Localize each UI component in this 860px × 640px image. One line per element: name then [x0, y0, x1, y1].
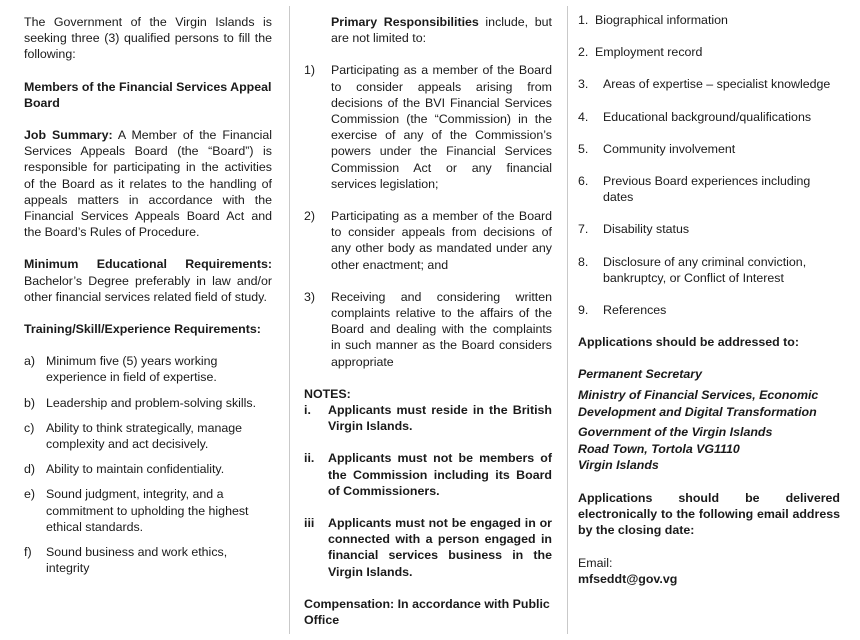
list-item — [304, 289, 552, 370]
list-marker: 5. — [578, 141, 589, 156]
note-text: Applicants must reside in the British Virgin Islands. — [328, 403, 552, 434]
list-item — [578, 109, 840, 125]
spacer — [578, 318, 840, 334]
list-marker: f) — [24, 545, 32, 560]
list-marker: a) — [24, 354, 36, 369]
position-title: Members of the Financial Services Appeal Board — [24, 79, 272, 110]
list-marker: d) — [24, 462, 36, 477]
note-marker: iii — [304, 516, 315, 531]
list-marker: 8. — [578, 254, 589, 269]
list-text: Employment record — [595, 45, 703, 60]
spacer — [304, 273, 552, 289]
spacer — [578, 286, 840, 302]
min-education-text: Bachelor’s Degree preferably in law and/or other financial services related field of study. — [24, 273, 272, 304]
responsibilities-label: Primary Responsibilities — [331, 15, 479, 29]
address-line-ministry: Ministry of Financial Services, Economic Development and Digital Transformation — [578, 388, 819, 419]
note-item — [304, 515, 552, 580]
spacer — [304, 46, 552, 62]
column-one — [0, 0, 290, 640]
list-text: Community involvement — [603, 141, 736, 156]
spacer — [24, 305, 272, 321]
address-line-street: Road Town, Tortola VG1110 — [578, 441, 740, 456]
note-marker: ii. — [304, 451, 315, 466]
address-line-government: Government of the Virgin Islands — [578, 425, 773, 440]
list-item — [578, 44, 840, 60]
list-item — [304, 62, 552, 192]
column-two — [290, 0, 568, 640]
spacer — [578, 125, 840, 141]
list-text: Leadership and problem-solving skills. — [46, 395, 257, 410]
list-text: Disability status — [603, 222, 690, 237]
notes-heading: NOTES: — [304, 386, 351, 401]
spacer — [304, 499, 552, 515]
list-marker: 1. — [578, 13, 589, 27]
list-text: Biographical information — [595, 13, 728, 27]
spacer — [24, 386, 272, 395]
list-item — [578, 173, 840, 205]
spacer — [24, 240, 272, 256]
list-item — [578, 141, 840, 157]
list-item — [304, 208, 552, 273]
min-education-label: Minimum Educational Requirements: — [24, 257, 272, 272]
responsibilities-text: include, but are not limited to: — [331, 15, 552, 46]
spacer — [304, 434, 552, 450]
spacer — [24, 63, 272, 79]
note-text: Applicants must not be engaged in or connected with a person engaged in financial services business in the Virgin Islands. — [328, 516, 552, 579]
list-item — [578, 12, 840, 28]
note-item — [304, 450, 552, 499]
cut-off-line: Compensation: In accordance with Public Office — [304, 596, 550, 628]
list-item — [578, 302, 840, 318]
spacer — [578, 350, 840, 366]
list-item — [24, 420, 272, 452]
spacer — [304, 580, 552, 596]
list-marker: 7. — [578, 222, 589, 237]
addressed-to-heading: Applications should be addressed to: — [578, 335, 799, 350]
list-item — [578, 221, 840, 237]
job-summary-paragraph — [24, 127, 272, 240]
list-marker: 3. — [578, 77, 589, 92]
list-marker: b) — [24, 395, 36, 410]
spacer — [578, 539, 840, 555]
list-marker: e) — [24, 487, 36, 502]
spacer — [578, 205, 840, 221]
spacer — [24, 452, 272, 461]
list-marker: 1) — [304, 63, 316, 78]
intro-paragraph: The Government of the Virgin Islands is seeking three (3) qualified persons to fill the following: — [24, 15, 272, 62]
list-text: Sound judgment, integrity, and a commitment to upholding the highest ethical standards. — [46, 487, 249, 534]
note-text: Applicants must not be members of the Commission including its Board of Commissioners. — [328, 451, 552, 498]
list-text: Previous Board experiences including dates — [603, 174, 811, 205]
list-marker: 9. — [578, 303, 589, 318]
list-item — [24, 486, 272, 535]
list-marker: 4. — [578, 109, 589, 124]
list-text: Receiving and considering written complaints relative to the affairs of the Board and dealing with the complaints in such manner as the Board considers appropriate — [331, 289, 552, 369]
column-three — [568, 0, 860, 640]
address-line-territory: Virgin Islands — [578, 458, 659, 473]
training-heading: Training/Skill/Experience Requirements: — [24, 322, 261, 337]
job-summary-label: Job Summary: — [24, 128, 113, 143]
list-item — [24, 395, 272, 411]
spacer — [24, 337, 272, 353]
list-marker: 3) — [304, 289, 316, 304]
spacer — [24, 111, 272, 127]
list-text: Participating as a member of the Board to consider appeals arising from decisions of the BVI Financial Services Commission (the “Commission) in the exercise of any of the Commission’s powers under the Financial Services Commission Act or any financial services legislation; — [331, 63, 552, 191]
note-item — [304, 402, 552, 434]
spacer — [24, 535, 272, 544]
list-item — [24, 353, 272, 385]
list-marker: 6. — [578, 174, 589, 189]
spacer — [304, 370, 552, 386]
email-label: Email: — [578, 555, 613, 570]
spacer — [578, 157, 840, 173]
list-text: Participating as a member of the Board to consider appeals from decisions of any other body as mandated under any other enactment; and — [331, 209, 552, 272]
list-item — [578, 76, 840, 92]
address-line-recipient: Permanent Secretary — [578, 367, 702, 382]
list-text: Ability to think strategically, manage complexity and act decisively. — [46, 420, 243, 452]
list-text: Areas of expertise – specialist knowledge — [603, 77, 831, 92]
job-summary-text: A Member of the Financial Services Appeals Board (the “Board”) is responsible for participating in the activities of the Board as it relates to the handling of appeals matters in accordance with the Financial Services Appeals Board Act and the Board’s Rules of Procedure. — [24, 128, 272, 240]
list-marker: 2. — [578, 45, 589, 60]
note-marker: i. — [304, 403, 311, 418]
spacer — [24, 411, 272, 420]
list-text: Disclosure of any criminal conviction, bankruptcy, or Conflict of Interest — [603, 254, 807, 285]
email-address[interactable]: mfseddt@gov.vg — [578, 571, 678, 586]
list-marker: 2) — [304, 209, 316, 224]
delivery-instructions: Applications should be delivered electronically to the following email address by the closing date: — [578, 491, 840, 538]
spacer — [24, 477, 272, 486]
spacer — [578, 28, 840, 44]
list-text: Ability to maintain confidentiality. — [46, 462, 225, 477]
list-marker: c) — [24, 420, 35, 435]
spacer — [578, 474, 840, 490]
list-text: References — [603, 303, 667, 318]
min-education-paragraph — [24, 256, 272, 305]
list-item — [24, 544, 272, 576]
spacer — [578, 238, 840, 254]
list-text: Educational background/qualifications — [603, 109, 812, 124]
spacer — [578, 93, 840, 109]
responsibilities-paragraph — [331, 14, 552, 46]
list-text: Minimum five (5) years working experience in field of expertise. — [46, 354, 218, 385]
list-text: Sound business and work ethics, integrity — [46, 545, 228, 576]
spacer — [304, 192, 552, 208]
list-item — [24, 461, 272, 477]
spacer — [578, 60, 840, 76]
list-item — [578, 254, 840, 286]
